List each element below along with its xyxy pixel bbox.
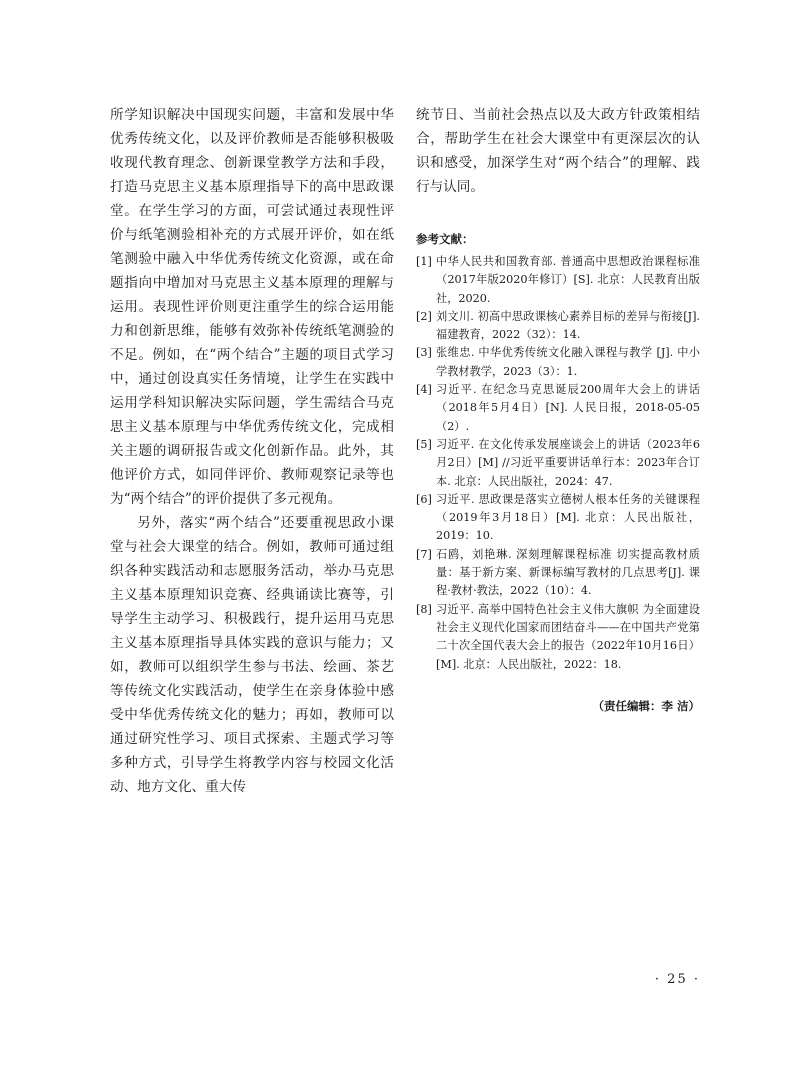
- left-column: [110, 103, 394, 799]
- reference-text: 习近平. 在纪念马克思诞辰200周年大会上的讲话（2018年5月4日）[N]. 人民日报，2018-05-05（2）.: [436, 383, 700, 433]
- references-list: [416, 253, 700, 674]
- reference-number: [5]: [416, 437, 432, 451]
- reference-text: 刘文川. 初高中思政课核心素养目标的差异与衔接[J]. 福建教育，2022（32）：14.: [436, 309, 700, 342]
- reference-number: [4]: [416, 383, 432, 397]
- reference-number: [8]: [416, 602, 432, 616]
- reference-item: [416, 546, 700, 601]
- reference-text: 张维忠. 中华优秀传统文化融入课程与教学 [J]. 中小学教材教学，2023（3）：1.: [436, 346, 700, 378]
- reference-number: [2]: [416, 309, 432, 323]
- reference-item: [416, 308, 700, 345]
- reference-number: [6]: [416, 492, 432, 506]
- reference-text: 石鸥，刘艳琳. 深刻理解课程标准 切实提高教材质量：基于新方案、新课标编写教材的几点思考[J]. 课程·教材·教法，2022（10）：4.: [436, 547, 700, 598]
- reference-number: [1]: [416, 255, 432, 268]
- reference-item: [416, 344, 700, 381]
- reference-item: [416, 436, 700, 491]
- references-heading: 参考文献：: [416, 232, 474, 246]
- reference-item: [416, 381, 700, 436]
- body-paragraph: 统节日、当前社会热点以及大政方针政策相结合，帮助学生在社会大课堂中有更深层次的认识和感受，加深学生对“两个结合”的理解、践行与认同。: [416, 107, 700, 195]
- reference-text: 习近平. 高举中国特色社会主义伟大旗帜 为全面建设社会主义现代化国家而团结奋斗——在中国共产党第二十次全国代表大会上的报告（2022年10月16日）[M]. 北京：人民出版社，2022：18.: [436, 602, 700, 671]
- reference-text: 中华人民共和国教育部. 普通高中思想政治课程标准（2017年版2020年修订）[S]. 北京：人民教育出版社，2020.: [436, 255, 700, 305]
- body-paragraph: 另外，落实“两个结合”还要重视思政小课堂与社会大课堂的结合。例如，教师可通过组织各种实践活动和志愿服务活动，举办马克思主义基本原理知识竞赛、经典诵读比赛等，引导学生主动学习、积极践行，提升运用马克思主义基本原理指导具体实践的意识与能力；又如，教师可以组织学生参与书法、绘画、茶艺等传统文化实践活动，使学生在亲身体验中感受中华优秀传统文化的魅力；再如，教师可以通过研究性学习、项目式探索、主题式学习等多种方式，引导学生将教学内容与校园文化活动、地方文化、重大传: [110, 515, 394, 795]
- right-column: [416, 103, 700, 714]
- reference-text: 习近平. 思政课是落实立德树人根本任务的关键课程（2019年3月18日）[M]. 北京：人民出版社，2019：10.: [436, 492, 700, 543]
- responsible-editor: （责任编辑：李 洁）: [592, 698, 700, 713]
- page-number: · 25 ·: [654, 972, 700, 987]
- reference-number: [3]: [416, 346, 432, 360]
- body-paragraph: 所学知识解决中国现实问题，丰富和发展中华优秀传统文化，以及评价教师是否能够积极吸收现代教育理念、创新课堂教学方法和手段，打造马克思主义基本原理指导下的高中思政课堂。在学生学习的方面，可尝试通过表现性评价与纸笔测验相补充的方式展开评价，如在纸笔测验中融入中华优秀传统文化资源，或在命题指向中增加对马克思主义基本原理的理解与运用。表现性评价则更注重学生的综合运用能力和创新思维，能够有效弥补传统纸笔测验的不足。例如，在“两个结合”主题的项目式学习中，通过创设真实任务情境，让学生在实践中运用学科知识解决实际问题，学生需结合马克思主义基本原理与中华优秀传统文化，完成相关主题的调研报告或文化创新作品。此外，其他评价方式，如同伴评价、教师观察记录等也为“两个结合”的评价提供了多元视角。: [110, 107, 394, 507]
- reference-item: [416, 601, 700, 674]
- reference-item: [416, 491, 700, 546]
- reference-text: 习近平. 在文化传承发展座谈会上的讲话（2023年6月2日）[M] //习近平重要讲话单行本：2023年合订本. 北京：人民出版社，2024：47.: [436, 437, 700, 488]
- reference-item: [416, 253, 700, 308]
- reference-number: [7]: [416, 547, 432, 561]
